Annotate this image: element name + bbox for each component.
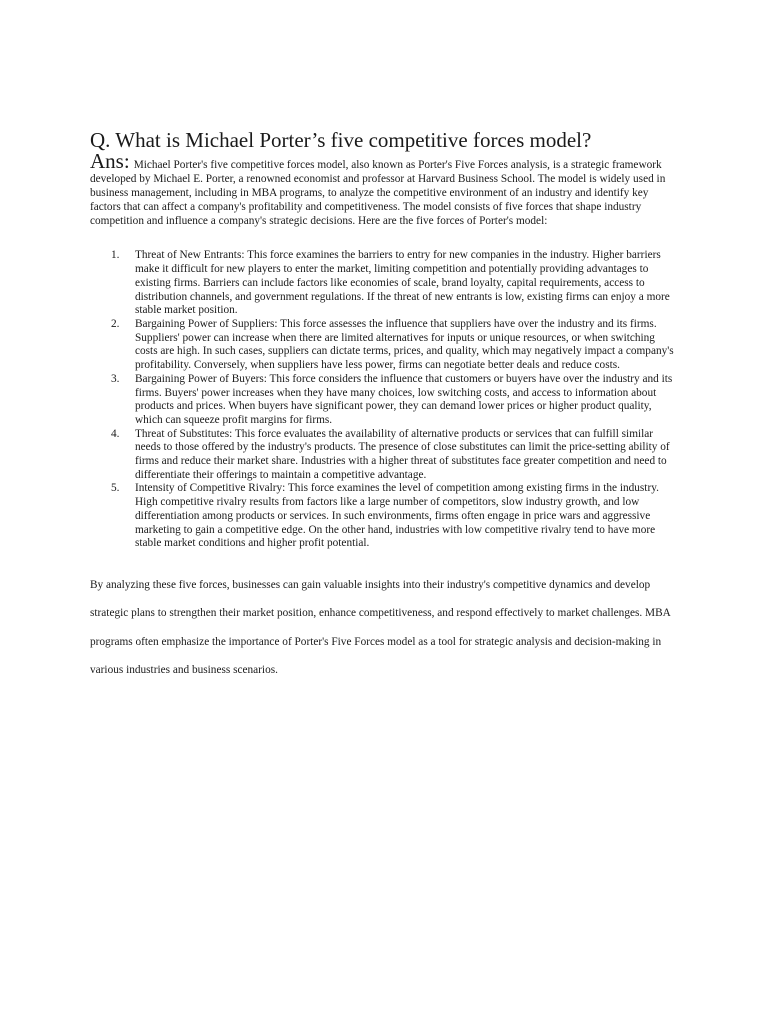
forces-list — [90, 249, 678, 550]
answer-intro: Michael Porter's five competitive forces model, also known as Porter's Five Forces analysis, is a strategic framework developed by Michael E. Porter, a renowned economist and professor at Harvard Business School. The model is widely used in business management, including in MBA programs, to analyze the competitive environment of an industry and identify key factors that can affect a company's profitability and competitiveness. The model consists of five forces that shape industry competition and influence a company's strategic decisions. Here are the five forces of Porter's model: — [90, 159, 666, 228]
force-item — [111, 372, 678, 428]
force-item — [111, 482, 678, 551]
force-number: 4. — [111, 427, 120, 440]
force-number: 3. — [111, 372, 120, 385]
force-number: 1. — [111, 249, 120, 262]
document-page — [90, 126, 678, 685]
question-title: Q. What is Michael Porter’s five competitive forces model? — [90, 128, 592, 152]
force-item — [111, 317, 678, 373]
force-item — [111, 427, 678, 483]
force-number: 5. — [111, 482, 120, 495]
force-text: Bargaining Power of Buyers: This force considers the influence that customers or buyers have over the industry and its firms. Buyers' power increases when they have many choices, low switching costs, and access to information about products and prices. When buyers have significant power, they can demand lower prices or higher product quality, which can squeeze profit margins for firms. — [135, 372, 673, 426]
answer-label: Ans: — [90, 149, 130, 173]
force-text: Threat of New Entrants: This force examines the barriers to entry for new companies in the industry. Higher barriers make it difficult for new players to enter the market, limiting competition and potentially providing advantages to existing firms. Barriers can include factors like economies of scale, brand loyalty, capital requirements, access to distribution channels, and government regulations. If the threat of new entrants is low, existing firms can enjoy a more stable market position. — [135, 249, 670, 317]
force-text: Intensity of Competitive Rivalry: This force examines the level of competition among existing firms in the industry. High competitive rivalry results from factors like a large number of competitors, slow industry growth, and low differentiation among products or services. In such environments, firms often engage in price wars and aggressive marketing to gain a competitive edge. On the other hand, industries with low competitive rivalry tend to have more stable market conditions and higher profit potential. — [135, 482, 659, 550]
conclusion-paragraph: By analyzing these five forces, businesses can gain valuable insights into their industry's competitive dynamics and develop strategic plans to strengthen their market position, enhance competitiveness, and respond effectively to market challenges. MBA programs often emphasize the importance of Porter's Five Forces model as a tool for strategic analysis and decision-making in various industries and business scenarios. — [90, 578, 671, 677]
force-text: Bargaining Power of Suppliers: This force assesses the influence that suppliers have over the industry and its firms. Suppliers' power can increase when there are limited alternatives for inputs or unique resources, or when switching costs are high. In such cases, suppliers can dictate terms, prices, and quality, which may negatively impact a company's profitability. Conversely, when suppliers have less power, firms can negotiate better deals and reduce costs. — [135, 317, 674, 372]
force-number: 2. — [111, 317, 120, 330]
force-text: Threat of Substitutes: This force evaluates the availability of alternative products or services that can fulfill similar needs to those offered by the industry's products. The presence of close substitutes can limit the price-setting ability of firms and reduce their market share. Industries with a higher threat of substitutes face greater competition and need to differentiate their offerings to maintain a competitive advantage. — [135, 427, 670, 481]
force-item — [111, 249, 678, 318]
answer-paragraph — [90, 149, 678, 228]
